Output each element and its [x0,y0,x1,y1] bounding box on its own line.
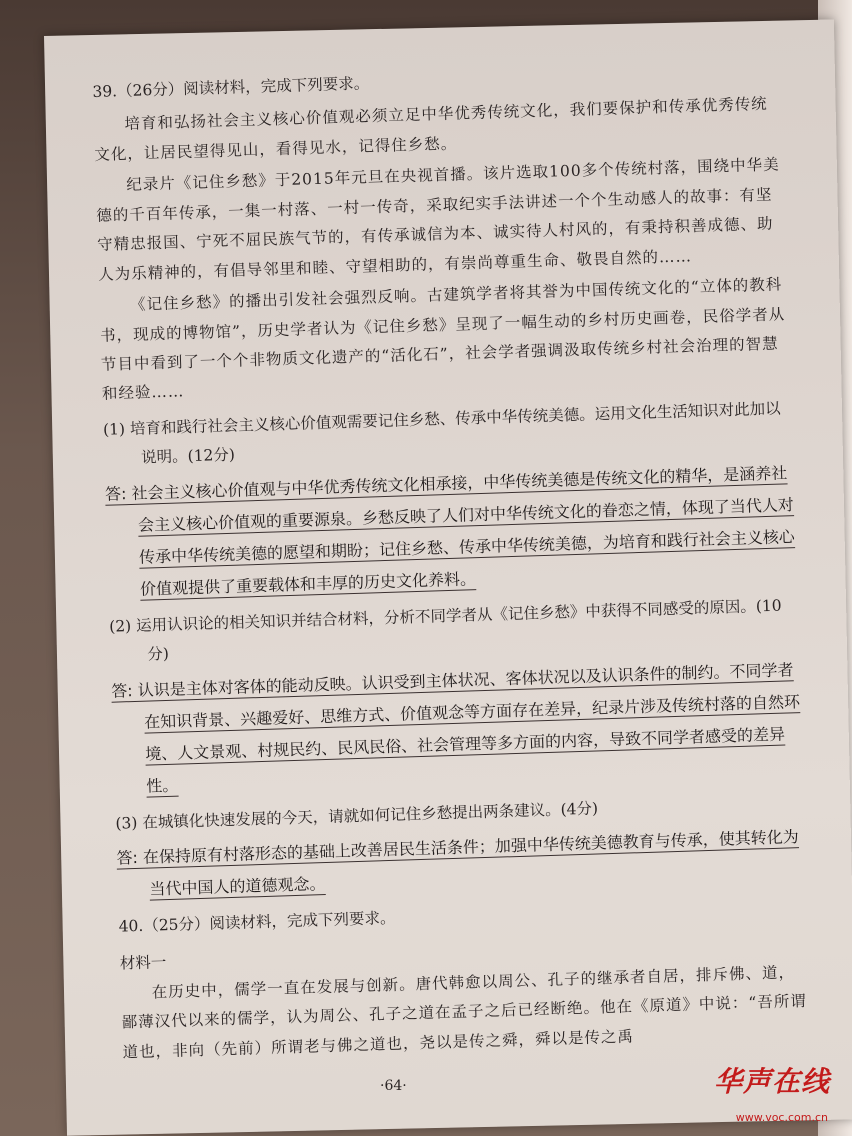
q39-sub1-question: (1) 培育和践行社会主义核心价值观需要记住乡愁、传承中华传统美德。运用文化生活知识对此加以说明。(12分) [102,399,781,467]
watermark-logo: 华声在线 [713,1065,830,1098]
q40-material-label: 材料一 [119,953,167,973]
q39-paragraph-2: 纪录片《记住乡愁》于2015年元旦在央视首播。该片选取100多个传统村落，围绕中华美德的千百年传承，一集一村落、一村一传奇，采取纪实手法讲述一个个生动感人的故事：有坚守精忠报国、宁死不屈民族气节的，有传承诚信为本、诚实待人村风的，有秉持积善成德、助人为乐精神的，有倡导邻里和睦、守望相助的，有崇尚尊重生命、敬畏自然的…… [96,155,780,284]
q39-heading: 39.（26分）阅读材料，完成下列要求。 [92,74,370,101]
q39-sub1-answer: 答: 社会主义核心价值观与中华优秀传统文化相承接，中华传统美德是传统文化的精华，是涵养社会主义核心价值观的重要源泉。乡愁反映了人们对中华传统文化的眷恋之情，体现了当代人对传承中华传统美德的愿望和期盼；记住乡愁、传承中华传统美德，为培育和践行社会主义核心价值观提供了重要载体和丰厚的历史文化养料。 [104,463,796,599]
q40-paragraph: 在历史中，儒学一直在发展与创新。唐代韩愈以周公、孔子的继承者自居，排斥佛、道，鄙薄汉代以来的儒学，认为周公、孔子之道在孟子之后已经断绝。他在《原道》中说：“吾所谓道也，非向（先前）所谓老与佛之道也，尧以是传之舜，舜以是传之禹 [121,963,808,1062]
q39-paragraph-1: 培育和弘扬社会主义核心价值观必须立足中华优秀传统文化，我们要保护和传承优秀传统文化，让居民望得见山，看得见水，记得住乡愁。 [94,95,768,164]
q39-sub3-question: (3) 在城镇化快速发展的今天，请就如何记住乡愁提出两条建议。(4分) [115,799,599,833]
q39-paragraph-3: 《记住乡愁》的播出引发社会强烈反响。古建筑学者将其誉为中国传统文化的“立体的教科书，现成的博物馆”，历史学者认为《记住乡愁》呈现了一幅生动的乡村历史画卷，民俗学者从节目中看到了一个个非物质文化遗产的“活化石”，社会学者强调汲取传统乡村社会治理的智慧和经验…… [99,275,786,404]
q40-heading: 40.（25分）阅读材料，完成下列要求。 [118,908,396,936]
q39-sub2-answer: 答: 认识是主体对客体的能动反映。认识受到主体状况、客体状况以及认识条件的制约。不同学者在知识背景、兴趣爱好、思维方式、价值观念等方面存在差异，纪录片涉及传统村落的自然环境、人文景观、村规民约、民风民俗、社会管理等多方面的内容，导致不同学者感受的差异性。 [110,659,801,796]
watermark-url: www.voc.com.cn [735,1111,828,1124]
page-number: ·64· [380,1078,407,1094]
page-content [92,56,814,1117]
q39-sub3-answer: 答: 在保持原有村落形态的基础上改善居民生活条件；加强中华传统美德教育与传承，使其转化为当代中国人的道德观念。 [116,827,799,899]
q39-sub2-question: (2) 运用认识论的相关知识并结合材料，分析不同学者从《记住乡愁》中获得不同感受的原因。(10分) [108,596,782,664]
